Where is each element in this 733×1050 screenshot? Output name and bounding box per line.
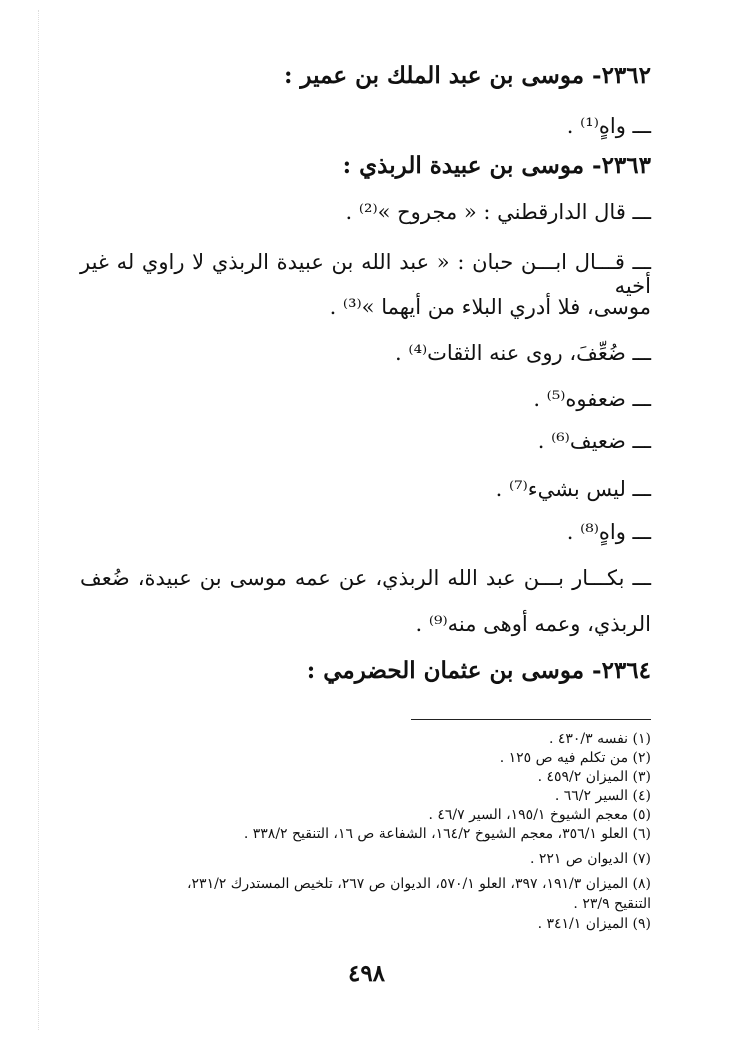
entry-2362-line-1: ـــ واهٍ⁽¹⁾ . (566, 114, 651, 138)
entry-2363-line-6: ـــ ضعيف⁽⁶⁾ . (537, 429, 651, 453)
footnote-3: (٣) الميزان ٤٥٩/٢ . (537, 769, 651, 785)
entry-2363-heading: ٢٣٦٣- موسى بن عبيدة الربذي : (342, 152, 651, 179)
entry-2362-heading: ٢٣٦٢- موسى بن عبد الملك بن عمير : (283, 62, 651, 89)
entry-2363-line-3: موسى، فلا أدري البلاء من أيهما »⁽³⁾ . (329, 295, 651, 319)
page-edge (38, 10, 39, 1030)
footnote-8: (٨) الميزان ١٩١/٣، ٣٩٧، العلو ٥٧٠/١، الديوان ص ٢٦٧، تلخيص المستدرك ٢٣١/٢، (187, 876, 651, 892)
footnote-8-continued: التنقيح ٢٣/٩ . (573, 896, 651, 912)
footnote-7: (٧) الديوان ص ٢٢١ . (529, 851, 651, 867)
entry-2363-line-1: ـــ قال الدارقطني : « مجروح »⁽²⁾ . (345, 200, 651, 224)
entry-2363-line-8: ـــ واهٍ⁽⁸⁾ . (566, 520, 651, 544)
entry-2363-line-4: ـــ ضُعِّفَ، روى عنه الثقات⁽⁴⁾ . (395, 341, 651, 365)
footnote-1: (١) نفسه ٤٣٠/٣ . (548, 731, 651, 747)
footnote-separator (411, 719, 651, 720)
footnote-2: (٢) من تكلم فيه ص ١٢٥ . (499, 750, 651, 766)
entry-2363-line-10: الربذي، وعمه أوهى منه⁽⁹⁾ . (415, 612, 651, 636)
entry-2363-line-2: ـــ قـــال ابـــن حبان : « عبد الله بن عبيدة الربذي لا راوي له غير أخيه (80, 250, 651, 298)
footnote-5: (٥) معجم الشيوخ ١٩٥/١، السير ٤٦/٧ . (428, 807, 651, 823)
footnote-9: (٩) الميزان ٣٤١/١ . (537, 916, 651, 932)
page-number: ٤٩٨ (347, 960, 386, 987)
entry-2363-line-5: ـــ ضعفوه⁽⁵⁾ . (533, 387, 651, 411)
footnote-6: (٦) العلو ٣٥٦/١، معجم الشيوخ ١٦٤/٢، الشفاعة ص ١٦، التنقيح ٣٣٨/٢ . (243, 826, 651, 842)
entry-2363-line-7: ـــ ليس بشيء⁽⁷⁾ . (495, 477, 651, 501)
entry-2364-heading: ٢٣٦٤- موسى بن عثمان الحضرمي : (306, 657, 651, 684)
footnote-4: (٤) السير ٦٦/٢ . (554, 788, 651, 804)
entry-2363-line-9: ـــ بكـــار بـــن عبد الله الربذي، عن عمه موسى بن عبيدة، ضُعف (80, 566, 651, 590)
